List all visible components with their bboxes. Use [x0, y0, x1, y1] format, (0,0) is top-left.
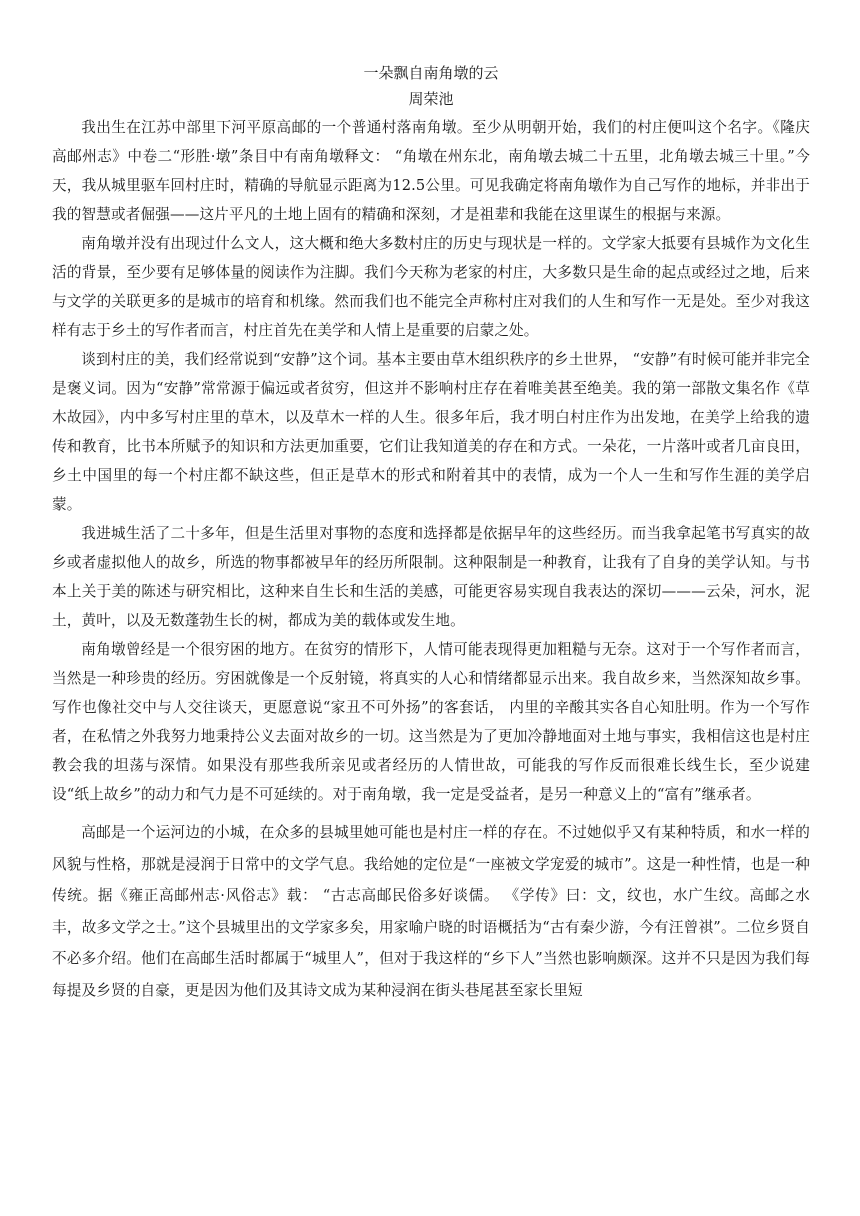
- document-author: 周荣池: [408, 90, 454, 108]
- paragraph-2: 南角墩并没有出现过什么文人，这大概和绝大多数村庄的历史与现状是一样的。文学家大抵要有县城作为文化生活的背景，至少要有足够体量的阅读作为注脚。我们今天称为老家的村庄，大多数只是生命的起点或经过之地，后来与文学的关联更多的是城市的培育和机缘。然而我们也不能完全声称村庄对我们的人生和写作一无是处。至少对我这样有志于乡土的写作者而言，村庄首先在美学和人情上是重要的启蒙之处。: [52, 235, 810, 339]
- paragraph-4: 我进城生活了二十多年，但是生活里对事物的态度和选择都是依据早年的这些经历。而当我拿起笔书写真实的故乡或者虚拟他人的故乡，所选的物事都被早年的经历所限制。这种限制是一种教育，让我有了自身的美学认知。与书本上关于美的陈述与研究相比，这种来自生长和生活的美感，可能更容易实现自我表达的深切———云朵，河水，泥土，黄叶，以及无数蓬勃生长的树，都成为美的载体或发生地。: [52, 525, 810, 629]
- paragraph-3: 谈到村庄的美，我们经常说到“安静”这个词。基本主要由草木组织秩序的乡土世界， “安静”有时候可能并非完全是褒义词。因为“安静”常常源于偏远或者贫穷，但这并不影响村庄存在着唯美甚至绝美。我的第一部散文集名作《草木故园》，内中多写村庄里的草木，以及草木一样的人生。很多年后，我才明白村庄作为出发地，在美学上给我的遗传和教育，比书本所赋予的知识和方法更加重要，它们让我知道美的存在和方式。一朵花，一片落叶或者几亩良田，乡土中国里的每一个村庄都不缺这些，但正是草木的形式和附着其中的表情，成为一个人一生和写作生涯的美学启蒙。: [52, 351, 810, 513]
- paragraph-1: 我出生在江苏中部里下河平原高邮的一个普通村落南角墩。至少从明朝开始，我们的村庄便叫这个名字。《隆庆高邮州志》中卷二“形胜·墩”条目中有南角墩释文： “角墩在州东北，南角墩去城二十五里，北角墩去城三十里。”今天，我从城里驱车回村庄时，精确的导航显示距离为12.5公里。可见我确定将南角墩作为自己写作的地标，并非出于我的智慧或者倔强——这片平凡的土地上固有的精确和深刻，才是祖辈和我能在这里谋生的根据与来源。: [52, 119, 810, 223]
- document-title: 一朵飘自南角墩的云: [363, 64, 499, 82]
- paragraph-6: 高邮是一个运河边的小城，在众多的县城里她可能也是村庄一样的存在。不过她似乎又有某种特质，和水一样的风貌与性格，那就是浸润于日常中的文学气息。我给她的定位是“一座被文学宠爱的城市”。这是一种性情，也是一种传统。据《雍正高邮州志·风俗志》载： “古志高邮民俗多好谈儒。 《学传》曰：文，纹也，水广生纹。高邮之水丰，故多文学之士。”这个县城里出的文学家多矣，用家喻户晓的时语概括为“古有秦少游，今有汪曾祺”。二位乡贤自不必多介绍。他们在高邮生活时都属于“城里人”，但对于我这样的“乡下人”当然也影响颇深。这并不只是因为我们每每提及乡贤的自豪，更是因为他们及其诗文成为某种浸润在街头巷尾甚至家长里短: [52, 824, 810, 999]
- paragraph-5: 南角墩曾经是一个很穷困的地方。在贫穷的情形下，人情可能表现得更加粗糙与无奈。这对于一个写作者而言，当然是一种珍贵的经历。穷困就像是一个反射镜，将真实的人心和情绪都显示出来。我自故乡来，当然深知故乡事。写作也像社交中与人交往谈天，更愿意说“家丑不可外扬”的客套话， 内里的辛酸其实各自心知肚明。作为一个写作者，在私情之外我努力地秉持公义去面对故乡的一切。这当然是为了更加冷静地面对土地与事实，我相信这也是村庄教会我的坦荡与深情。如果没有那些我所亲见或者经历的人情世故，可能我的写作反而很难长线生长，至少说建设“纸上故乡”的动力和气力是不可延续的。对于南角墩，我一定是受益者，是另一种意义上的“富有”继承者。: [52, 641, 810, 803]
